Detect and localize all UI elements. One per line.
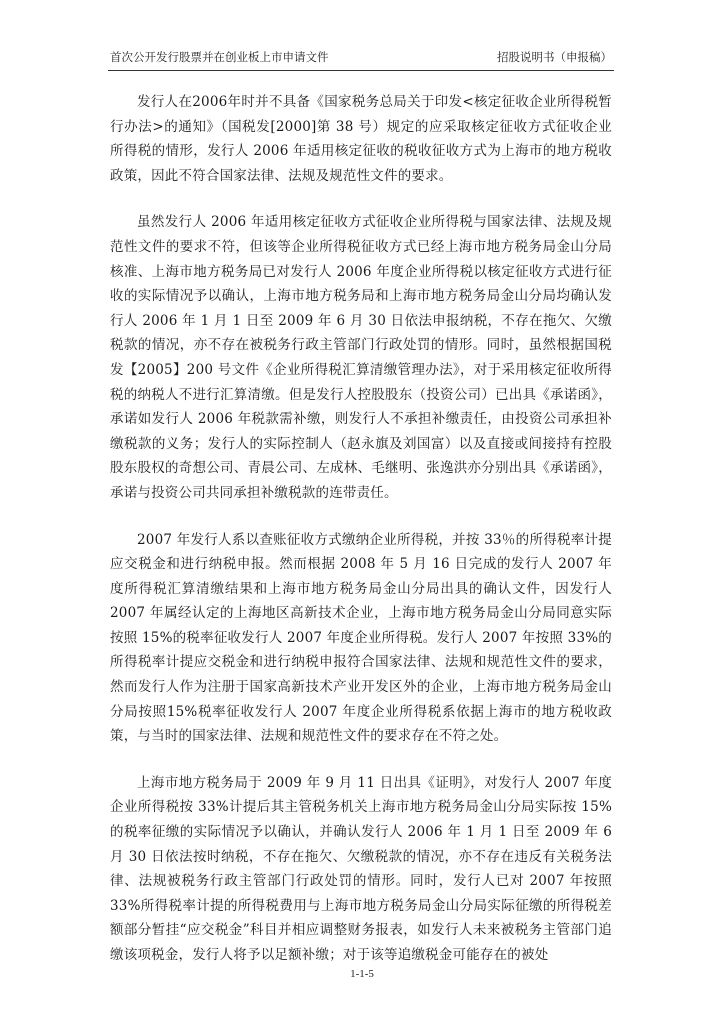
header-document-type: 招股说明书（申报稿） (497, 50, 612, 64)
paragraph-2006-tax-method: 发行人在2006年时并不具备《国家税务总局关于印发<核定征收企业所得税暂行办法>的通知》（国税发[2000]第 38 号）规定的应采取核定征收方式征收企业所得税的情形，发行人 2006 年适用核定征收的税收征收方式为上海市的地方税收政策，因此不符合国家法律、法规及规范性文件的要求。 (110, 94, 612, 184)
page-number: 1-1-5 (350, 968, 374, 980)
header-document-title: 首次公开发行股票并在创业板上市申请文件 (110, 50, 329, 64)
paragraph-2006-tax-confirmation: 虽然发行人 2006 年适用核定征收方式征收企业所得税与国家法律、法规及规范性文件的要求不符，但该等企业所得税征收方式已经上海市地方税务局金山分局核准、上海市地方税务局已对发行人 2006 年度企业所得税以核定征收方式进行征收的实际情况予以确认，上海市地方税务局和上海市地方税务局金山分局均确认发行人 2006 年 1 月 1 日至 2009 年 6 月 30 日依法申报纳税，不存在拖欠、欠缴税款的情况，亦不存在被税务行政主管部门行政处罚的情形。同时，虽然根据国税发【2005】200 号文件《企业所得税汇算清缴管理办法》，对于采用核定征收所得税的纳税人不进行汇算清缴。但是发行人控股股东（投资公司）已出具《承诺函》，承诺如发行人 2006 年税款需补缴，则发行人不承担补缴责任，由投资公司承担补缴税款的义务；发行人的实际控制人（赵永旗及刘国富）以及直接或间接持有控股股东股权的奇想公司、青晨公司、左成林、毛继明、张逸洪亦分别出具《承诺函》，承诺与投资公司共同承担补缴税款的连带责任。 (110, 214, 612, 501)
page-header (110, 48, 612, 66)
paragraph-tax-certificate: 上海市地方税务局于 2009 年 9 月 11 日出具《证明》，对发行人 2007 年度企业所得税按 33%计提后其主管税务机关上海市地方税务局金山分局实际按 15%的税率征缴的实际情况予以确认，并确认发行人 2006 年 1 月 1 日至 2009 年 6 月 30 日依法按时纳税，不存在拖欠、欠缴税款的情况，亦不存在违反有关税务法律、法规被税务行政主管部门行政处罚的情形。同时，发行人已对 2007 年按照33%所得税率计提的所得税费用与上海市地方税务局金山分局实际征缴的所得税差额部分暂挂“应交税金”科目并相应调整财务报表，如发行人未来被税务主管部门追缴该项税金，发行人将予以足额补缴；对于该等追缴税金可能存在的被处 (110, 774, 612, 963)
paragraph-2007-tax-rate: 2007 年发行人系以查账征收方式缴纳企业所得税，并按 33％的所得税率计提应交税金和进行纳税申报。然而根据 2008 年 5 月 16 日完成的发行人 2007 年度所得税汇算清缴结果和上海市地方税务局金山分局出具的确认文件，因发行人 2007 年属经认定的上海地区高新技术企业，上海市地方税务局金山分局同意实际按照 15%的税率征收发行人 2007 年度企业所得税。发行人 2007 年按照 33%的所得税率计提应交税金和进行纳税申报符合国家法律、法规和规范性文件的要求，然而发行人作为注册于国家高新技术产业开发区外的企业，上海市地方税务局金山分局按照15%税率征收发行人 2007 年度企业所得税系依据上海市的地方税收政策，与当时的国家法律、法规和规范性文件的要求存在不符之处。 (110, 531, 612, 745)
header-rule (108, 70, 614, 71)
document-body (110, 90, 612, 990)
